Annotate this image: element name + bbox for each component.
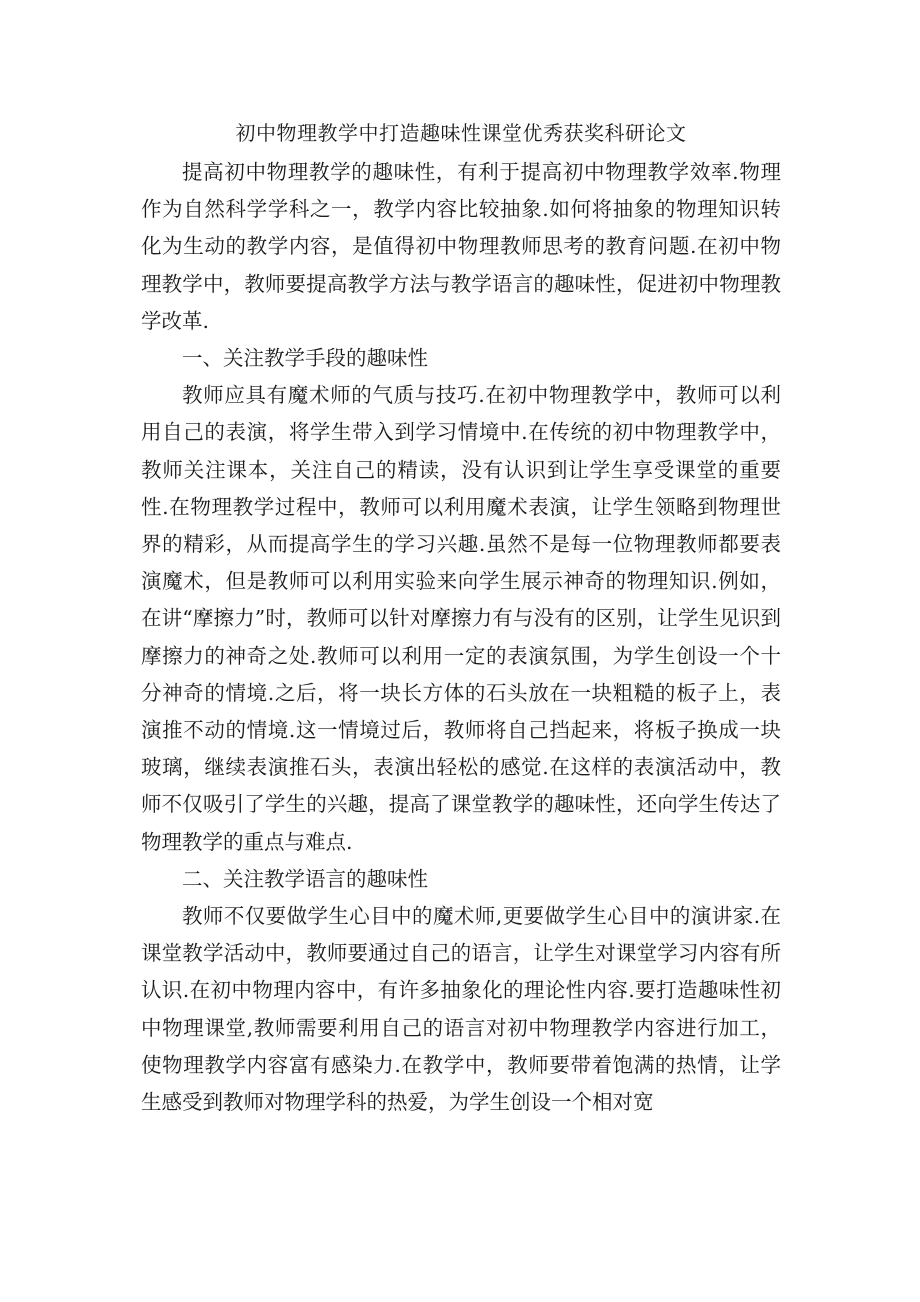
section-heading-2: 二、关注教学语言的趣味性: [182, 866, 428, 891]
section-paragraph-2: 教师不仅要做学生心目中的魔术师,更要做学生心目中的演讲家.在课堂教学活动中，教师要通过自己的语言，让学生对课堂学习内容有所认识.在初中物理内容中，有许多抽象化的理论性内容.要打造趣味性初中物理课堂,教师需要利用自己的语言对初中物理教学内容进行加工，使物理教学内容富有感染力.在教学中，教师要带着饱满的热情，让学生感受到教师对物理学科的热爱，为学生创设一个相对宽: [141, 904, 781, 1115]
section-heading-1: 一、关注教学手段的趣味性: [182, 346, 428, 371]
document-page: [141, 118, 781, 1121]
intro-paragraph: 提高初中物理教学的趣味性，有利于提高初中物理教学效率.物理作为自然科学学科之一，教学内容比较抽象.如何将抽象的物理知识转化为生动的教学内容，是值得初中物理教师思考的教育问题.在初中物理教学中，教师要提高教学方法与教学语言的趣味性，促进初中物理教学改革.: [141, 160, 781, 333]
document-title: 初中物理教学中打造趣味性课堂优秀获奖科研论文: [235, 121, 687, 145]
section-paragraph-1: 教师应具有魔术师的气质与技巧.在初中物理教学中，教师可以利用自己的表演，将学生带入到学习情境中.在传统的初中物理教学中，教师关注课本，关注自己的精读，没有认识到让学生享受课堂的重要性.在物理教学过程中，教师可以利用魔术表演，让学生领略到物理世界的精彩，从而提高学生的学习兴趣.虽然不是每一位物理教师都要表演魔术，但是教师可以利用实验来向学生展示神奇的物理知识.例如，在讲“摩擦力”时，教师可以针对摩擦力有与没有的区别，让学生见识到摩擦力的神奇之处.教师可以利用一定的表演氛围，为学生创设一个十分神奇的情境.之后，将一块长方体的石头放在一块粗糙的板子上，表演推不动的情境.这一情境过后，教师将自己挡起来，将板子换成一块玻璃，继续表演推石头，表演出轻松的感觉.在这样的表演活动中，教师不仅吸引了学生的兴趣，提高了课堂教学的趣味性，还向学生传达了物理教学的重点与难点.: [141, 383, 781, 854]
